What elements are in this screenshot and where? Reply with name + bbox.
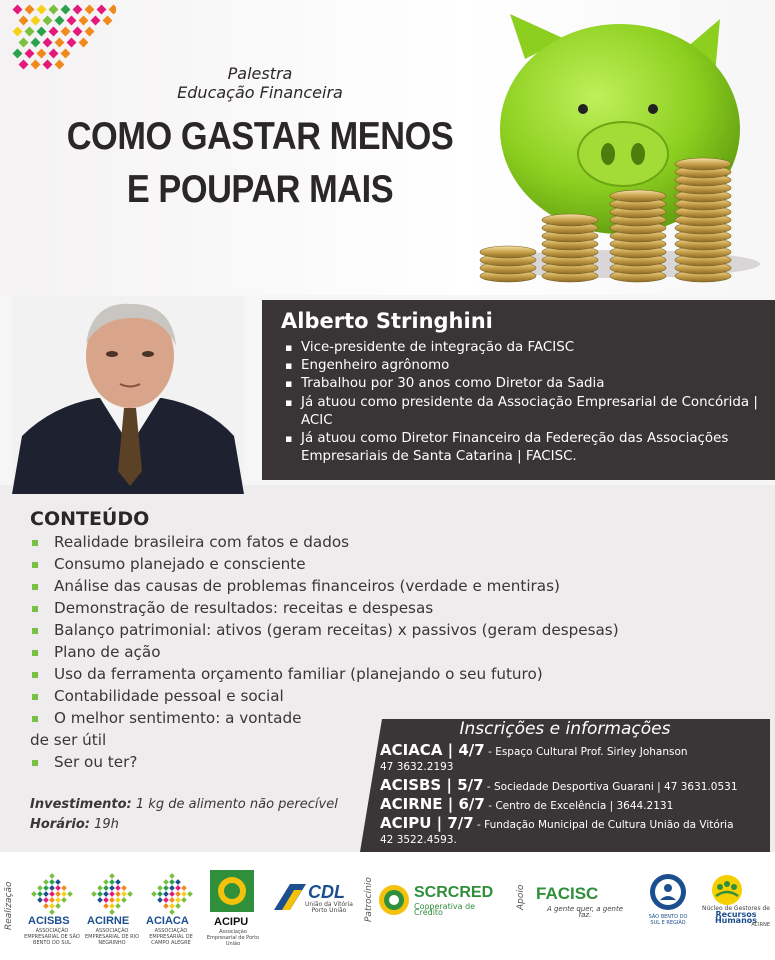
logo-diamond-dot xyxy=(157,891,163,897)
logo-diamond-dot xyxy=(115,885,121,891)
decorative-dot xyxy=(43,38,53,48)
logo-diamond-dot xyxy=(37,891,43,897)
cdl-logo-icon xyxy=(272,882,308,912)
logo-diamond-dot xyxy=(103,903,109,909)
content-item xyxy=(30,707,350,751)
logo-diamond-dot xyxy=(163,891,169,897)
time-value: 19h xyxy=(90,817,119,832)
logo-diamond-dot xyxy=(169,885,175,891)
bio-item: ▪ Já atuou como presidente da Associação Empresarial de Concórida | ACIC xyxy=(285,394,765,430)
decorative-dot xyxy=(49,5,59,15)
logo-diamond-dot xyxy=(169,891,175,897)
logo-diamond-dot xyxy=(157,885,163,891)
logo-diamond-dot xyxy=(103,879,109,885)
facisc-logo-text: FACISC xyxy=(536,884,599,903)
entry-code: ACIPU xyxy=(380,814,432,832)
decorative-dot xyxy=(73,27,83,37)
entry-date: 5/7 xyxy=(457,776,484,794)
colorful-dots-decoration xyxy=(6,0,116,70)
rh-nucleus-line-3: ACIRNE xyxy=(751,922,770,928)
decorative-dot xyxy=(79,16,89,26)
event-type: Palestra xyxy=(227,64,293,83)
logo-diamond-dot xyxy=(49,903,55,909)
entry-code: ACIACA xyxy=(380,741,443,759)
decorative-dot xyxy=(61,5,71,15)
content-item-text: O melhor sentimento: a vontade xyxy=(54,709,302,727)
logo-diamond-dot xyxy=(103,897,109,903)
logo-diamond-dot xyxy=(157,897,163,903)
decorative-dot xyxy=(103,16,113,26)
aciaca-logo-text: ACIACA xyxy=(146,915,189,927)
bio-item: ▪ Já atuou como Diretor Financeiro da Federeção das Associações Empresariais de Santa Catarina | FACISC. xyxy=(285,430,765,466)
logo-diamond-dot xyxy=(37,885,43,891)
aciaca-logo-subtitle: ASSOCIAÇÃO EMPRESARIAL DE CAMPO ALEGRE xyxy=(149,928,193,946)
logo-diamond-dot xyxy=(121,891,127,897)
logo-diamond-dot xyxy=(169,879,175,885)
registration-entry: ACIPU | 7/7 - Fundação Municipal de Cultura União da Vitória 42 3522.4593. xyxy=(380,816,765,848)
speaker-bio-list xyxy=(285,339,765,466)
decorative-dot xyxy=(61,27,71,37)
speaker-photo xyxy=(12,296,244,494)
logo-diamond-dot xyxy=(109,909,115,915)
logo-diamond-dot xyxy=(97,885,103,891)
content-item: Realidade brasileira com fatos e dados xyxy=(30,531,670,553)
decorative-dot xyxy=(55,16,65,26)
bio-item: ▪ Vice-presidente de integração da FACISC xyxy=(285,339,765,357)
logo-diamond-dot xyxy=(43,885,49,891)
decorative-dot xyxy=(73,5,83,15)
registration-title: Inscrições e informações xyxy=(459,719,671,739)
decorative-dot xyxy=(79,38,89,48)
coin xyxy=(542,214,598,226)
headline-line-1: COMO GASTAR MENOS xyxy=(66,115,454,158)
content-item: Demonstração de resultados: receitas e despesas xyxy=(30,597,670,619)
speaker-name: Alberto Stringhini xyxy=(281,309,493,333)
decorative-dot xyxy=(19,38,29,48)
logo-diamond-dot xyxy=(181,897,187,903)
logo-diamond-dot xyxy=(109,885,115,891)
decorative-dot xyxy=(19,16,29,26)
scrcred-logo-text: SCRCRED xyxy=(414,884,494,901)
content-item: Uso da ferramenta orçamento familiar (planejando o seu futuro) xyxy=(30,663,670,685)
coin xyxy=(675,158,731,170)
headline-line-2: E POUPAR MAIS xyxy=(126,168,394,211)
entry-date: 4/7 xyxy=(458,741,485,759)
logo-diamond-dot xyxy=(181,891,187,897)
registration-entry: ACIRNE | 6/7 - Centro de Excelência | 3644.2131 xyxy=(380,795,674,813)
logo-diamond-dot xyxy=(37,897,43,903)
decorative-dot xyxy=(109,5,116,15)
event-details xyxy=(30,795,338,835)
decorative-dot xyxy=(13,49,23,59)
investment-label: Investimento: xyxy=(30,797,132,812)
logo-diamond-dot xyxy=(49,879,55,885)
logo-diamond-dot xyxy=(103,885,109,891)
logo-diamond-dot xyxy=(109,903,115,909)
logo-diamond-dot xyxy=(49,897,55,903)
logo-diamond-dot xyxy=(109,879,115,885)
rh-nucleus-line-2: Recursos Humanos xyxy=(714,910,758,925)
logo-diamond-dot xyxy=(175,891,181,897)
content-item: Plano de ação xyxy=(30,641,670,663)
investment-value: 1 kg de alimento não perecível xyxy=(131,797,338,812)
decorative-dot xyxy=(67,38,77,48)
entry-desc: - Sociedade Desportiva Guarani | 47 3631.0531 xyxy=(486,781,738,793)
logo-diamond-dot xyxy=(61,885,67,891)
content-item: Análise das causas de problemas financeiros (verdade e mentiras) xyxy=(30,575,670,597)
logo-diamond-dot xyxy=(121,885,127,891)
decorative-dot xyxy=(25,49,35,59)
acirne-logo-subtitle: ASSOCIAÇÃO EMPRESARIAL DE RIO NEGRINHO xyxy=(84,928,140,946)
piggy-bank-coins-image xyxy=(470,14,770,294)
logo-diamond-dot xyxy=(169,897,175,903)
logo-diamond-dot xyxy=(163,903,169,909)
decorative-dot xyxy=(55,38,65,48)
realizacao-label: Realização xyxy=(4,881,14,930)
logo-diamond-dot xyxy=(121,897,127,903)
registration-entry: ACIACA | 4/7 - Espaço Cultural Prof. Sirley Johanson 47 3632.2193 xyxy=(380,743,765,775)
entry-date: 6/7 xyxy=(458,795,485,813)
rh-nucleus-line-1: Núcleo de Gestores de xyxy=(702,905,770,912)
logo-diamond-dot xyxy=(109,897,115,903)
acisbs-logo-icon xyxy=(28,870,76,918)
decorative-dot xyxy=(85,5,95,15)
logo-diamond-dot xyxy=(115,879,121,885)
aciaca-logo-icon xyxy=(148,870,196,918)
logo-diamond-dot xyxy=(49,909,55,915)
logo-diamond-dot xyxy=(181,885,187,891)
decorative-dot xyxy=(25,27,35,37)
logo-diamond-dot xyxy=(163,885,169,891)
logo-diamond-dot xyxy=(91,891,97,897)
acisbs-logo-text: ACISBS xyxy=(28,915,70,927)
logo-diamond-dot xyxy=(61,891,67,897)
cdl-logo-text: CDL xyxy=(308,882,345,902)
logo-diamond-dot xyxy=(163,897,169,903)
content-item: Ser ou ter? xyxy=(30,751,670,773)
logo-diamond-dot xyxy=(109,873,115,879)
logo-diamond-dot xyxy=(103,891,109,897)
logo-diamond-dot xyxy=(55,891,61,897)
logo-diamond-dot xyxy=(43,879,49,885)
logo-diamond-dot xyxy=(163,879,169,885)
decorative-dot xyxy=(37,27,47,37)
entry-phone: 47 3632.2193 xyxy=(380,761,454,773)
logo-diamond-dot xyxy=(67,891,73,897)
apoio-label: Apoio xyxy=(516,884,526,910)
logo-diamond-dot xyxy=(169,909,175,915)
decorative-dot xyxy=(25,5,35,15)
content-item-continuation: de ser útil xyxy=(30,731,107,749)
logo-diamond-dot xyxy=(115,903,121,909)
coin xyxy=(610,190,666,202)
logo-diamond-dot xyxy=(43,891,49,897)
content-item: Balanço patrimonial: ativos (geram receitas) x passivos (geram despesas) xyxy=(30,619,670,641)
decorative-dot xyxy=(61,49,71,59)
logo-diamond-dot xyxy=(175,879,181,885)
bio-item: ▪ Trabalhou por 30 anos como Diretor da Sadia xyxy=(285,375,765,393)
logo-diamond-dot xyxy=(49,891,55,897)
logo-diamond-dot xyxy=(61,897,67,903)
logo-diamond-dot xyxy=(169,903,175,909)
decorative-dot xyxy=(31,16,41,26)
entry-code: ACISBS xyxy=(380,776,442,794)
registration-entry: ACISBS | 5/7 - Sociedade Desportiva Guarani | 47 3631.0531 xyxy=(380,776,738,794)
scrcred-logo-subtitle: Cooperativa de Crédito xyxy=(414,902,476,917)
content-item: Contabilidade pessoal e social xyxy=(30,685,670,707)
scrcred-logo-icon xyxy=(378,884,410,916)
acisbs-logo-subtitle: ASSOCIAÇÃO EMPRESARIAL DE SÃO BENTO DO SUL xyxy=(24,928,80,946)
acipu-logo-subtitle: Associação Empresarial de Porto União xyxy=(206,929,260,947)
logo-diamond-dot xyxy=(55,903,61,909)
event-subject: Educação Financeira xyxy=(177,83,343,102)
logo-diamond-dot xyxy=(49,873,55,879)
decorative-dot xyxy=(49,49,59,59)
cdl-logo-subtitle: União da Vitória Porto União xyxy=(305,901,353,914)
entry-phone: 42 3522.4593. xyxy=(380,834,457,846)
logo-diamond-dot xyxy=(175,903,181,909)
decorative-dot xyxy=(13,5,23,15)
logo-diamond-dot xyxy=(31,891,37,897)
logo-diamond-dot xyxy=(43,897,49,903)
logo-diamond-dot xyxy=(169,873,175,879)
logo-diamond-dot xyxy=(187,891,193,897)
decorative-dot xyxy=(37,49,47,59)
decorative-dot xyxy=(67,16,77,26)
acirne-logo-icon xyxy=(88,870,136,918)
acirne-logo-text: ACIRNE xyxy=(87,915,130,927)
acipu-logo-icon xyxy=(208,868,256,914)
decorative-dot xyxy=(43,16,53,26)
content-item: Consumo planejado e consciente xyxy=(30,553,670,575)
entry-code: ACIRNE xyxy=(380,795,443,813)
entry-desc: - Fundação Municipal de Cultura União da Vitória xyxy=(477,819,734,831)
logo-diamond-dot xyxy=(55,897,61,903)
acipu-logo-text: ACIPU xyxy=(214,916,249,928)
patrocinio-label: Patrocínio xyxy=(364,877,374,922)
decorative-dot xyxy=(97,5,107,15)
decorative-dot xyxy=(31,38,41,48)
logo-diamond-dot xyxy=(49,885,55,891)
logo-diamond-dot xyxy=(55,879,61,885)
logo-diamond-dot xyxy=(175,885,181,891)
logo-diamond-dot xyxy=(127,891,133,897)
entry-desc: - Espaço Cultural Prof. Sirley Johanson xyxy=(488,746,688,758)
entry-desc: - Centro de Excelência | 3644.2131 xyxy=(488,800,674,812)
logo-diamond-dot xyxy=(109,891,115,897)
bio-item: ▪ Engenheiro agrônomo xyxy=(285,357,765,375)
facisc-logo-subtitle: A gente quer, a gente faz. xyxy=(546,905,624,919)
logo-diamond-dot xyxy=(97,897,103,903)
decorative-dot xyxy=(37,5,47,15)
logo-diamond-dot xyxy=(97,891,103,897)
decorative-dot xyxy=(85,27,95,37)
decorative-dot xyxy=(91,16,101,26)
rh-nucleus-logo-icon xyxy=(706,874,748,906)
content-title: CONTEÚDO xyxy=(30,508,150,530)
sebrae-badge-subtitle: SÃO BENTO DO SUL E REGIÃO xyxy=(648,914,688,926)
logo-diamond-dot xyxy=(55,885,61,891)
decorative-dot xyxy=(13,27,23,37)
entry-date: 7/7 xyxy=(447,814,474,832)
coin xyxy=(480,246,536,258)
logo-diamond-dot xyxy=(151,891,157,897)
time-label: Horário: xyxy=(30,817,90,832)
logo-diamond-dot xyxy=(175,897,181,903)
logo-diamond-dot xyxy=(43,903,49,909)
decorative-dot xyxy=(49,27,59,37)
logo-diamond-dot xyxy=(115,891,121,897)
logo-diamond-dot xyxy=(115,897,121,903)
sebrae-badge-icon xyxy=(648,872,688,912)
